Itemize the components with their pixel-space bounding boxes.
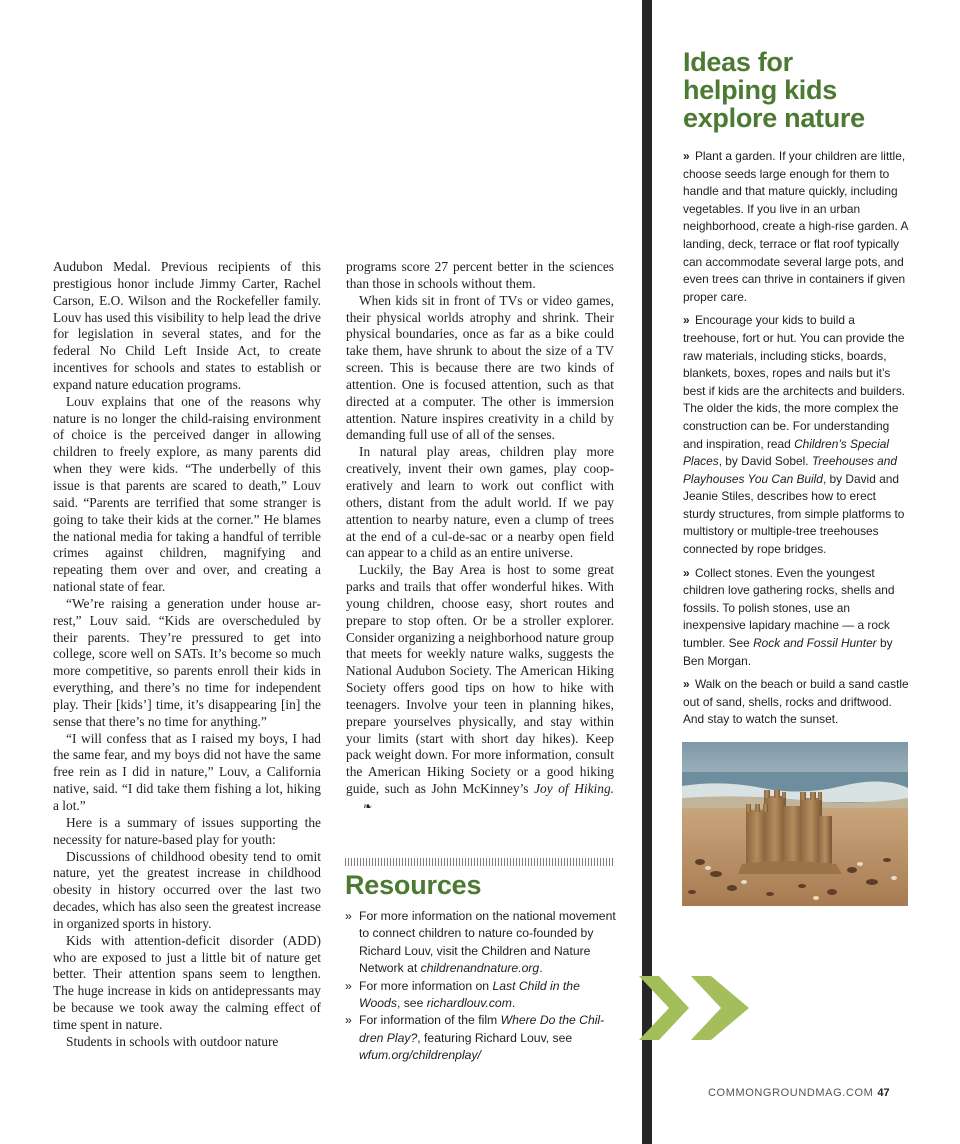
- book-title: Last Child in the Woods: [359, 978, 580, 1011]
- paragraph: Students in schools with outdoor nature: [66, 1033, 279, 1049]
- paragraph: In natural play areas, children play more creatively, invent their own games, play cooperatively and learn to work out conflict with others, distant from the adult world. If we pay attention to nearby nature, even a clump of trees at the end of a cul-de-sac or a nearby open field can appear to a child as an entire universe.: [346, 444, 614, 561]
- page-number: 47: [877, 1087, 890, 1099]
- sidebar-title: Ideas for helping kids explore nature: [683, 47, 865, 133]
- resource-item: » For information of the film Where Do the Children Play?, featuring Richard Louv, see wfum.org/childrenplay/: [345, 1013, 605, 1063]
- resource-item: » For more information on Last Child in the Woods, see richardlouv.com.: [345, 978, 580, 1011]
- page-footer: [708, 1087, 890, 1099]
- resources-list: [345, 908, 620, 1065]
- tip-item: » Encourage your kids to build a treehouse, fort or hut. You can provide the raw materials, including sticks, boards, blankets, boxes, ropes and nails but it’s best if kids are the architects and builders. The older the kids, the more complex the construction can be. For understanding and inspiration, read Children’s Special Places, by David Sobel. Treehouses and Playhouses You Can Build, by David and Jeanie Stiles, describes how to erect sturdy structures, from simple platforms to multistory or multiple-tree treehouses connected by rope bridges.: [683, 313, 906, 557]
- paragraph-text: Luckily, the Bay Area is host to some great parks and trails that offer wonderful hikes. With young children, choose easy, short routes and prepare to stop often. Or be a stroller explorer. Consider organizing a neighborhood nature group that meets for weekly nature walks, suggests the National Audubon Society. The American Hiking Society offers good tips on how to hike with teenagers. Involve your teen in planning hikes, prepare yourselves physically, and stay within your limits (start with short day hikes). Keep pack weight down. For more information, consult the American Hiking Society or a good hiking guide, such as John McKinney’s: [346, 562, 614, 797]
- double-chevron-icon: [639, 972, 751, 1044]
- bullet-icon: »: [345, 1013, 352, 1028]
- resource-link[interactable]: wfum.org/childrenplay/: [359, 1048, 481, 1063]
- resource-item: » For more information on the national movement to connect children to nature co-founded by Richard Louv, visit the Children and Nature Network at childrenandnature.org.: [345, 909, 616, 976]
- chevron-icon: »: [683, 313, 690, 328]
- paragraph: When kids sit in front of TVs or video games, their physical worlds atrophy and shrink. Their physical boundaries, once as far as a bike could take them, have shrunk to about the size of a TV screen. This is because there are two kinds of attention. One is focused attention, such as that directed at a computer. The other is immersion attention. Nature inspires creativity in a child by demanding full use of all of the senses.: [346, 292, 614, 443]
- book-title: Rock and Fossil Hunter: [753, 636, 877, 651]
- article-column-2: [346, 259, 614, 816]
- paragraph: Audubon Medal. Previous recipients of this prestigious honor include Jimmy Carter, Rachel Carson, E.O. Wilson and the Rockefeller family. Louv has used this visibility to help lead the drive for legislation in several states, and for the federal No Child Left Inside Act, to create incentives for schools and states to establish or expand nature education programs.: [53, 259, 321, 392]
- paragraph: Discussions of childhood obesity tend to omit nature, yet the greatest increase in childhood obesity in history occurred over the last two decades, which has also seen the greatest increase in organized sports in history.: [53, 848, 321, 931]
- book-title: Treehouses and Playhouses You Can Build: [683, 454, 897, 486]
- tips-list: [683, 148, 911, 735]
- chevron-icon: »: [683, 149, 690, 163]
- paragraph: “I will confess that as I raised my boys, I had the same fear, and my boys did not have the same free rein as I did in nature,” Louv, a California native, said. “I did take them fishing a lot, hiking a lot.”: [53, 730, 321, 813]
- article-column-1: [53, 259, 321, 1051]
- site-url[interactable]: COMMONGROUNDMAG.COM: [708, 1087, 874, 1099]
- paragraph: Here is a summary of issues supporting the necessity for nature-based play for youth:: [53, 814, 321, 847]
- chevron-icon: »: [683, 677, 690, 692]
- paragraph: Kids with attention-deficit disorder (ADD) who are exposed to just a little bit of nature get better. Their attention spans seem to lengthen. The huge increase in kids on antidepressants may be because we took away the calming effect of time spent in nature.: [53, 932, 321, 1032]
- chevron-left-shape: [639, 976, 689, 1040]
- paragraph: programs score 27 percent better in the sciences than those in schools without them.: [346, 259, 614, 291]
- paragraph: Louv explains that one of the reasons why nature is no longer the child-raising environment of choice is the perceived danger in allowing children to freely explore, as many parents did when they were kids. “The underbelly of this issue is that parents are scared to death,” Louv said. “Parents are terrified that some stranger is going to take their kids at the corner.” He blames the national media for taking a handful of terrible crimes against children, magnifying and repeating them over and over, and creating a national state of fear.: [53, 393, 321, 595]
- tip-item: » Walk on the beach or build a sand castle out of sand, shells, rocks and driftwood. And stay to watch the sunset.: [683, 677, 909, 727]
- resources-heading: Resources: [345, 870, 482, 900]
- film-title: Where Do the Children Play?: [359, 1013, 605, 1045]
- paragraph-final: [346, 562, 614, 816]
- tip-item: » Plant a garden. If your children are little, choose seeds large enough for them to handle and that mature quickly, including vegetables. If you live in an urban neighborhood, create a high-rise garden. A landing, deck, terrace or flat roof typically can accommodate several large pots, and even trees can thrive in containers if given proper care.: [683, 149, 908, 304]
- bullet-icon: »: [345, 909, 352, 923]
- book-title: Children’s Special Places: [683, 436, 890, 469]
- chevron-right-shape: [691, 976, 749, 1040]
- resource-link[interactable]: richardlouv.com: [426, 996, 512, 1011]
- resource-link[interactable]: childrenandnature.org: [420, 961, 540, 976]
- section-divider: [345, 858, 615, 866]
- leaf-end-icon: ❧: [363, 801, 373, 813]
- chevron-icon: »: [683, 565, 690, 580]
- sandcastle-photo: [682, 742, 908, 906]
- tip-item: » Collect stones. Even the youngest children love gathering rocks, shells and fossils. To polish stones, use an inexpensive lapidary machine — a rock tumbler. See Rock and Fossil Hunter by Ben Morgan.: [683, 565, 895, 668]
- book-title: Joy of Hiking.: [534, 781, 614, 797]
- bullet-icon: »: [345, 978, 352, 993]
- paragraph: “We’re raising a generation under house arrest,” Louv said. “Kids are overscheduled by their parents. They’re pressured to get into college, score well on SATs. It’s become so much more competitive, so parents enroll their kids in everything, and there’s no time for independent play. Their [kids’] time, it’s disappearing [in] the sense that there’s no time for anything.”: [53, 595, 321, 729]
